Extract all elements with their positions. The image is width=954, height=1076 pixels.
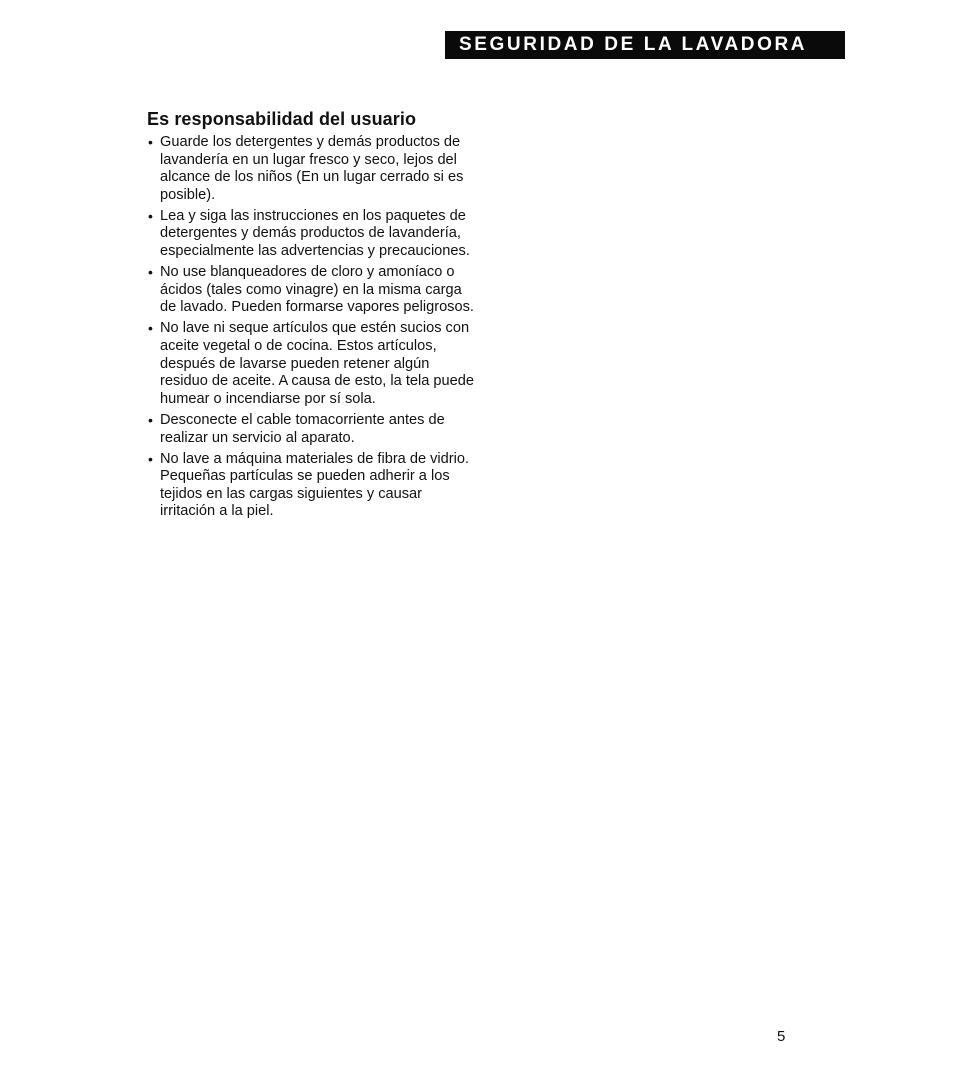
list-item (147, 134, 477, 204)
list-item-text: No use blanqueadores de cloro y amoníaco o ácidos (tales como vinagre) en la misma carga de lavado. Pueden formarse vapores peligrosos. (160, 264, 474, 316)
section-header-title: SEGURIDAD DE LA LAVADORA (459, 34, 808, 55)
bullet-icon: • (148, 320, 153, 337)
list-item (147, 208, 477, 261)
list-item (147, 320, 477, 408)
list-item (147, 451, 477, 521)
list-item-text: Guarde los detergentes y demás productos de lavandería en un lugar fresco y seco, lejos del alcance de los niños (En un lugar cerrado si es posible). (160, 134, 464, 203)
list-item-text: No lave ni seque artículos que estén sucios con aceite vegetal o de cocina. Estos artículos, después de lavarse pueden retener algún residuo de aceite. A causa de esto, la tela puede humear o incendiarse por sí sola. (160, 320, 474, 407)
section-heading: Es responsabilidad del usuario (147, 109, 417, 129)
section-header-bar (445, 31, 845, 59)
responsibility-list (147, 134, 477, 521)
bullet-icon: • (148, 450, 153, 467)
bullet-icon: • (148, 134, 153, 150)
user-responsibility-section (147, 108, 477, 524)
list-item-text: No lave a máquina materiales de fibra de vidrio. Pequeñas partículas se pueden adherir a los tejidos en las cargas siguientes y causar irritación a la piel. (160, 450, 470, 520)
list-item (147, 264, 477, 317)
page-number: 5 (777, 1028, 786, 1045)
bullet-icon: • (148, 411, 153, 428)
list-item-text: Desconecte el cable tomacorriente antes de realizar un servicio al aparato. (160, 411, 445, 446)
list-item-text: Lea y siga las instrucciones en los paquetes de detergentes y demás productos de lavandería, especialmente las advertencias y precauciones. (160, 207, 470, 260)
list-item (147, 412, 477, 447)
bullet-icon: • (148, 264, 153, 281)
bullet-icon: • (148, 207, 153, 224)
